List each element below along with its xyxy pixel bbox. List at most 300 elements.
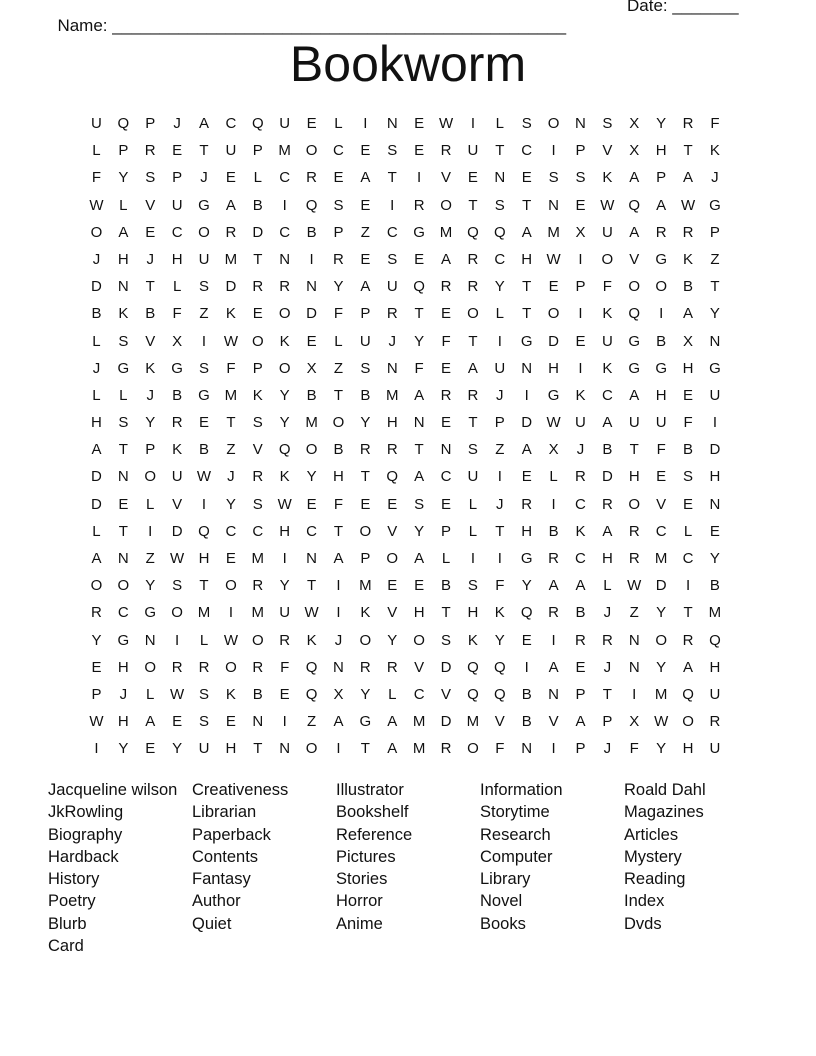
grid-letter: E <box>548 278 559 296</box>
word-list-item: Pictures <box>336 847 396 866</box>
grid-letter: O <box>117 577 130 595</box>
grid-letter: V <box>441 169 452 187</box>
grid-letter: V <box>629 250 640 268</box>
grid-letter: R <box>467 278 479 296</box>
grid-letter: O <box>467 740 479 758</box>
grid-letter: Z <box>360 223 370 241</box>
grid-letter: E <box>521 631 532 649</box>
grid-letter: N <box>628 658 640 676</box>
grid-letter: O <box>171 604 183 622</box>
grid-letter: Y <box>656 115 667 132</box>
grid-letter: H <box>467 604 479 622</box>
grid-letter: W <box>170 685 185 703</box>
grid-letter: E <box>575 658 586 676</box>
grid-letter: H <box>709 468 721 486</box>
grid-letter: S <box>145 169 156 187</box>
grid-letter: O <box>655 278 667 296</box>
grid-letter: E <box>360 142 371 160</box>
grid-letter: R <box>279 278 291 296</box>
word-list-item <box>624 935 768 957</box>
grid-letter: W <box>304 604 319 622</box>
grid-letter: K <box>279 468 290 486</box>
grid-letter: B <box>145 305 156 323</box>
grid-letter: E <box>360 250 371 268</box>
grid-letter: J <box>603 604 612 622</box>
grid-letter: P <box>575 278 586 296</box>
grid-letter: A <box>629 223 640 241</box>
grid-letter: M <box>385 386 399 404</box>
grid-letter: L <box>334 115 343 132</box>
grid-letter: Y <box>118 169 129 187</box>
grid-letter: G <box>547 386 560 404</box>
grid-letter: B <box>709 577 720 595</box>
grid-letter: O <box>198 223 210 241</box>
grid-letter: I <box>632 685 637 703</box>
grid-letter: E <box>118 495 129 513</box>
grid-letter: K <box>494 604 505 622</box>
grid-letter: E <box>252 305 263 323</box>
grid-letter: V <box>656 495 667 513</box>
grid-letter: W <box>89 196 104 214</box>
word-list-item: Fantasy <box>192 870 251 889</box>
grid-letter: O <box>467 305 479 323</box>
grid-letter: P <box>333 223 344 241</box>
word-list-item: History <box>48 870 100 889</box>
grid-letter: K <box>467 631 478 649</box>
grid-letter: N <box>575 115 586 132</box>
word-list-item: Mystery <box>624 847 682 866</box>
grid-letter: R <box>413 196 425 214</box>
grid-letter: T <box>199 142 209 160</box>
grid-letter: P <box>145 441 156 459</box>
grid-letter: S <box>548 169 559 187</box>
grid-letter: U <box>359 332 371 350</box>
grid-letter: P <box>602 713 613 731</box>
grid-letter: R <box>440 386 452 404</box>
grid-letter: G <box>655 359 667 377</box>
grid-letter: N <box>144 631 156 649</box>
grid-letter: C <box>682 550 694 567</box>
grid-letter: S <box>333 196 344 214</box>
grid-letter: Y <box>279 577 290 595</box>
grid-letter: M <box>359 577 372 595</box>
grid-letter: E <box>225 169 236 187</box>
grid-letter: B <box>360 386 371 404</box>
grid-letter: C <box>252 522 264 540</box>
grid-letter: I <box>201 332 207 350</box>
grid-letter: I <box>363 115 368 132</box>
grid-letter: M <box>224 386 238 404</box>
grid-letter: M <box>654 685 668 703</box>
grid-letter: O <box>359 522 372 540</box>
grid-letter: X <box>629 115 640 132</box>
grid-letter: T <box>360 468 370 486</box>
word-list-item: Horror <box>336 892 383 911</box>
grid-letter: D <box>601 468 613 486</box>
grid-letter: S <box>360 359 371 377</box>
grid-letter: S <box>199 359 210 377</box>
grid-letter: G <box>359 713 372 731</box>
grid-letter: K <box>306 631 317 649</box>
grid-letter: I <box>578 250 583 268</box>
grid-letter: H <box>548 359 559 377</box>
grid-letter: H <box>279 522 291 540</box>
grid-letter: R <box>467 386 479 404</box>
grid-letter: Z <box>495 441 505 459</box>
grid-letter: V <box>387 604 398 622</box>
grid-letter: J <box>603 658 612 676</box>
word-list-item: Library <box>480 870 531 889</box>
grid-letter: R <box>682 631 694 649</box>
grid-letter: R <box>682 115 694 132</box>
grid-letter: A <box>683 305 694 323</box>
grid-letter: T <box>253 740 263 758</box>
grid-letter: Q <box>682 685 694 703</box>
page-title: Bookworm <box>289 36 527 92</box>
grid-letter: T <box>468 196 478 214</box>
grid-letter: R <box>548 604 559 622</box>
grid-letter: C <box>225 522 237 540</box>
grid-letter: H <box>225 740 237 758</box>
grid-letter: R <box>467 250 479 268</box>
grid-letter: J <box>388 332 396 350</box>
grid-letter: S <box>387 250 398 268</box>
grid-letter: Y <box>360 685 371 703</box>
grid-letter: K <box>575 522 586 540</box>
grid-letter: A <box>360 169 371 187</box>
grid-letter: H <box>682 740 694 758</box>
grid-letter: D <box>548 332 559 350</box>
grid-letter: E <box>387 495 398 513</box>
grid-letter: I <box>309 250 314 268</box>
grid-letter: F <box>91 169 102 187</box>
grid-letter: T <box>118 441 128 459</box>
grid-letter: A <box>575 577 586 595</box>
grid-letter: I <box>470 550 475 567</box>
grid-letter: E <box>414 115 425 132</box>
word-list-item: JkRowling <box>48 803 124 822</box>
grid-letter: K <box>709 142 720 160</box>
grid-letter: Q <box>628 196 641 214</box>
grid-letter: R <box>575 468 586 486</box>
grid-letter: B <box>199 441 210 459</box>
grid-letter: B <box>306 223 317 241</box>
grid-letter: L <box>119 386 128 404</box>
word-list-item: Card <box>48 937 84 956</box>
grid-letter: E <box>656 468 667 486</box>
grid-letter: A <box>333 550 344 567</box>
grid-letter: Y <box>279 414 290 432</box>
grid-letter: K <box>118 305 129 323</box>
grid-letter: R <box>359 441 371 459</box>
grid-letter: O <box>251 631 264 649</box>
grid-letter: L <box>334 332 343 350</box>
grid-letter: G <box>144 604 157 622</box>
grid-letter: A <box>145 713 156 731</box>
grid-letter: H <box>413 604 425 622</box>
grid-letter: N <box>117 550 129 567</box>
grid-letter: I <box>524 386 529 404</box>
grid-letter: A <box>91 550 102 567</box>
grid-letter: F <box>629 740 639 758</box>
grid-letter: K <box>602 359 613 377</box>
grid-letter: C <box>333 142 344 160</box>
grid-letter: T <box>468 414 478 432</box>
grid-letter: I <box>228 604 233 622</box>
grid-letter: K <box>602 305 613 323</box>
grid-letter: P <box>494 414 505 432</box>
grid-letter: N <box>709 495 721 513</box>
grid-letter: X <box>172 332 183 350</box>
grid-letter: A <box>548 658 559 676</box>
grid-letter: Y <box>656 658 667 676</box>
grid-letter: D <box>521 414 533 432</box>
grid-letter: O <box>655 631 667 649</box>
grid-letter: E <box>441 359 452 377</box>
grid-letter: E <box>199 414 210 432</box>
grid-letter: U <box>198 740 210 758</box>
grid-letter: Y <box>494 631 505 649</box>
grid-letter: Z <box>710 250 720 268</box>
grid-letter: D <box>91 278 102 296</box>
grid-letter: L <box>683 522 693 540</box>
grid-letter: M <box>547 223 560 241</box>
grid-letter: E <box>360 196 371 214</box>
grid-letter: S <box>602 115 613 132</box>
grid-letter: M <box>278 142 291 160</box>
grid-letter: N <box>117 468 129 486</box>
grid-letter: E <box>91 658 102 676</box>
grid-letter: Y <box>279 386 290 404</box>
grid-letter: R <box>279 631 291 649</box>
word-list-item: Articles <box>624 825 679 844</box>
grid-letter: O <box>90 223 103 241</box>
grid-letter: T <box>468 332 478 350</box>
grid-letter: G <box>171 359 183 377</box>
grid-letter: G <box>198 386 210 404</box>
grid-letter: I <box>551 142 556 160</box>
grid-letter: M <box>251 550 265 567</box>
grid-letter: U <box>601 223 613 241</box>
grid-letter: O <box>332 414 345 432</box>
grid-letter: B <box>172 386 183 404</box>
grid-letter: A <box>387 740 398 758</box>
grid-letter: Y <box>387 631 398 649</box>
grid-letter: A <box>521 441 532 459</box>
grid-letter: Q <box>493 658 506 676</box>
grid-letter: F <box>333 495 344 513</box>
grid-letter: L <box>119 196 128 214</box>
grid-letter: U <box>171 196 183 214</box>
grid-letter: R <box>91 604 102 622</box>
grid-letter: A <box>602 414 613 432</box>
grid-letter: K <box>172 441 183 459</box>
grid-letter: N <box>548 196 559 214</box>
grid-letter: M <box>224 250 238 268</box>
grid-letter: E <box>306 115 317 132</box>
grid-letter: R <box>548 550 559 567</box>
grid-letter: J <box>173 115 181 132</box>
grid-letter: F <box>414 359 424 377</box>
grid-letter: S <box>199 685 210 703</box>
grid-letter: R <box>359 658 371 676</box>
grid-letter: M <box>708 604 722 622</box>
grid-letter: W <box>170 550 185 567</box>
grid-letter: I <box>551 631 556 649</box>
word-list-item: Research <box>480 825 551 844</box>
grid-letter: R <box>386 441 398 459</box>
grid-letter: W <box>89 713 104 731</box>
grid-letter: A <box>387 713 398 731</box>
grid-letter: X <box>548 441 559 459</box>
grid-letter: Y <box>360 414 371 432</box>
grid-letter: L <box>92 386 101 404</box>
grid-letter: H <box>198 550 210 567</box>
grid-letter: N <box>279 250 291 268</box>
grid-letter: O <box>225 658 237 676</box>
grid-letter: I <box>470 115 475 132</box>
grid-letter: O <box>628 278 641 296</box>
grid-letter: R <box>386 305 398 323</box>
grid-letter: E <box>575 196 586 214</box>
grid-letter: I <box>497 332 502 350</box>
grid-letter: E <box>575 332 586 350</box>
grid-letter: T <box>441 604 451 622</box>
grid-letter: S <box>575 169 586 187</box>
grid-letter: T <box>522 305 532 323</box>
grid-letter: R <box>386 658 398 676</box>
grid-letter: R <box>440 278 452 296</box>
grid-letter: L <box>172 278 182 296</box>
grid-letter: T <box>629 441 639 459</box>
grid-letter: C <box>386 223 398 241</box>
grid-letter: E <box>414 577 425 595</box>
grid-letter: R <box>171 658 183 676</box>
grid-letter: U <box>709 386 721 404</box>
grid-letter: I <box>175 631 180 649</box>
grid-letter: H <box>91 414 102 432</box>
grid-letter: M <box>412 740 426 758</box>
word-list-item: Librarian <box>192 803 257 822</box>
grid-letter: N <box>333 658 344 676</box>
grid-letter: I <box>282 196 287 214</box>
grid-letter: U <box>601 332 613 350</box>
grid-letter: B <box>521 685 532 703</box>
grid-letter: S <box>199 278 210 296</box>
grid-letter: I <box>551 740 556 758</box>
grid-letter: W <box>223 631 238 649</box>
grid-letter: L <box>146 495 155 513</box>
grid-letter: Y <box>414 522 425 540</box>
grid-letter: I <box>336 577 341 595</box>
grid-letter: H <box>601 550 613 567</box>
grid-letter: F <box>226 359 236 377</box>
word-list-item: Magazines <box>624 803 704 822</box>
grid-letter: L <box>468 522 478 540</box>
grid-letter: N <box>306 278 317 296</box>
grid-letter: S <box>521 115 532 132</box>
grid-letter: K <box>225 305 236 323</box>
grid-letter: N <box>521 740 533 758</box>
word-list-item: Paperback <box>192 825 271 844</box>
grid-letter: Y <box>145 414 156 432</box>
grid-letter: F <box>441 332 451 350</box>
grid-letter: A <box>118 223 129 241</box>
grid-letter: F <box>683 414 693 432</box>
grid-letter: S <box>414 495 425 513</box>
word-list-item: Bookshelf <box>336 803 409 822</box>
grid-letter: O <box>305 142 318 160</box>
grid-letter: R <box>144 142 156 160</box>
grid-letter: U <box>467 142 479 160</box>
grid-letter: G <box>198 196 210 214</box>
grid-letter: Q <box>251 115 264 132</box>
grid-letter: L <box>388 685 397 703</box>
grid-letter: A <box>199 115 210 132</box>
grid-letter: E <box>683 495 694 513</box>
grid-letter: P <box>575 740 586 758</box>
grid-letter: I <box>659 305 664 323</box>
grid-letter: R <box>655 223 667 241</box>
grid-letter: K <box>145 359 156 377</box>
word-list-item: Anime <box>336 914 383 933</box>
grid-letter: Z <box>199 305 209 323</box>
grid-letter: V <box>252 441 263 459</box>
grid-letter: C <box>225 115 237 132</box>
grid-letter: U <box>655 414 667 432</box>
grid-letter: D <box>225 278 237 296</box>
grid-letter: E <box>306 332 317 350</box>
grid-letter: T <box>118 522 128 540</box>
grid-letter: P <box>118 142 129 160</box>
grid-letter: N <box>117 278 129 296</box>
grid-letter: R <box>252 468 264 486</box>
grid-letter: C <box>279 223 291 241</box>
grid-letter: H <box>117 713 129 731</box>
letter-grid <box>83 113 728 766</box>
grid-letter: T <box>710 278 720 296</box>
grid-letter: N <box>548 685 559 703</box>
grid-letter: M <box>197 604 211 622</box>
grid-letter: U <box>225 142 237 160</box>
grid-letter: B <box>333 441 344 459</box>
grid-letter: A <box>414 550 425 567</box>
grid-letter: R <box>198 658 210 676</box>
grid-letter: Q <box>709 631 721 649</box>
grid-letter: E <box>145 223 156 241</box>
grid-letter: A <box>225 196 236 214</box>
grid-letter: O <box>305 740 318 758</box>
grid-letter: V <box>602 142 613 160</box>
grid-letter: C <box>494 250 506 268</box>
grid-letter: Q <box>305 196 318 214</box>
grid-letter: I <box>282 550 287 567</box>
word-list-item <box>336 935 480 957</box>
grid-letter: J <box>227 468 235 486</box>
grid-letter: U <box>279 604 291 622</box>
grid-letter: K <box>279 332 290 350</box>
grid-letter: G <box>628 332 641 350</box>
grid-letter: D <box>655 577 667 595</box>
grid-letter: L <box>495 115 504 132</box>
grid-letter: E <box>225 713 236 731</box>
grid-letter: G <box>117 631 130 649</box>
grid-letter: A <box>602 522 613 540</box>
word-list <box>48 779 768 957</box>
grid-letter: E <box>172 713 183 731</box>
grid-letter: O <box>278 305 291 323</box>
grid-letter: R <box>628 550 640 567</box>
